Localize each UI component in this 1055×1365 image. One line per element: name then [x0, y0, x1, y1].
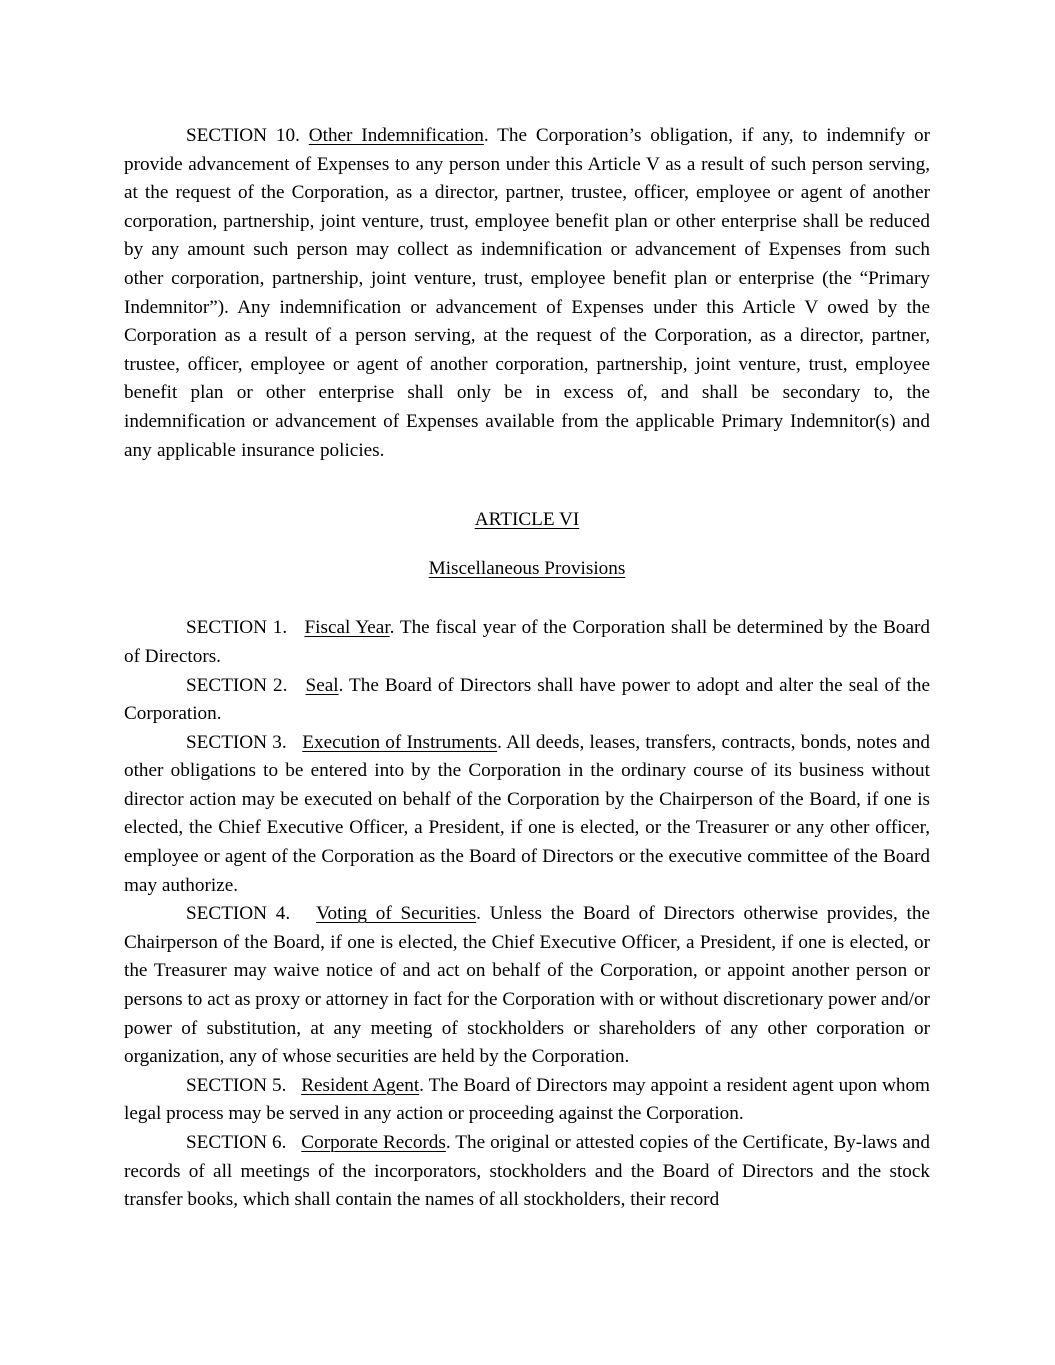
- section-1-prefix: SECTION 1.: [186, 617, 305, 639]
- section-4-paragraph: [124, 900, 930, 1072]
- section-5-title: Resident Agent: [301, 1074, 420, 1096]
- section-2-prefix: SECTION 2.: [186, 674, 306, 696]
- article-vi-subheading: [124, 555, 930, 584]
- section-1-body: . The fiscal year of the Corporation shall be determined by the Board of Directors.: [124, 617, 931, 667]
- section-6-body: . The original or attested copies of the Certificate, By-laws and records of all meetings of the incorporators, stockholders and the Board of Directors and the stock transfer books, which shall contain the names of all stockholders, their record: [124, 1132, 930, 1211]
- section-3-body: . All deeds, leases, transfers, contracts, bonds, notes and other obligations to be entered into by the Corporation in the ordinary course of its business without director action may be executed on behalf of the Corporation by the Chairperson of the Board, if one is elected, the Chief Executive Officer, a President, if one is elected, or the Treasurer or any other officer, employee or agent of the Corporation as the Board of Directors or the executive committee of the Board may authorize.: [124, 731, 931, 896]
- document-page: [124, 122, 930, 1215]
- section-10-prefix: SECTION 10.: [186, 125, 309, 146]
- section-5-paragraph: [124, 1072, 930, 1129]
- article-vi-sections: [124, 614, 930, 1214]
- section-2-title: Seal: [305, 674, 339, 696]
- article-vi-subheading-text: Miscellaneous Provisions: [428, 557, 626, 579]
- section-3-paragraph: [124, 729, 930, 901]
- section-6-title: Corporate Records: [301, 1132, 446, 1153]
- section-6-prefix: SECTION 6.: [186, 1132, 302, 1153]
- section-1-paragraph: [124, 614, 930, 671]
- section-10-paragraph: [124, 122, 930, 465]
- section-5-prefix: SECTION 5.: [186, 1074, 302, 1096]
- section-4-prefix: SECTION 4.: [186, 903, 317, 925]
- section-4-body: . Unless the Board of Directors otherwise provides, the Chairperson of the Board, if one is elected, the Chief Executive Officer, a President, if one is elected, or the Treasurer may waive notice of and act on behalf of the Corporation, or appoint another person or persons to act as proxy or attorney in fact for the Corporation with or without discretionary power and/or power of substitution, at any meeting of stockholders or shareholders of any other corporation or organization, any of whose securities are held by the Corporation.: [124, 903, 930, 1068]
- section-10-title: Other Indemnification: [308, 125, 484, 146]
- section-4-title: Voting of Securities: [316, 903, 477, 925]
- section-6-paragraph: [124, 1129, 930, 1215]
- section-3-title: Execution of Instruments: [302, 731, 498, 753]
- section-10-body: . The Corporation’s obligation, if any, to indemnify or provide advancement of Expenses to any person under this Article V as a result of such person serving, at the request of the Corporation, as a director, partner, trustee, officer, employee or agent of another corporation, partnership, joint venture, trust, employee benefit plan or other enterprise shall be reduced by any amount such person may collect as indemnification or advancement of Expenses from such other corporation, partnership, joint venture, trust, employee benefit plan or enterprise (the “Primary Indemnitor”). Any indemnification or advancement of Expenses under this Article V owed by the Corporation as a result of a person serving, at the request of the Corporation, as a director, partner, trustee, officer, employee or agent of another corporation, partnership, joint venture, trust, employee benefit plan or other enterprise shall only be in excess of, and shall be secondary to, the indemnification or advancement of Expenses available from the applicable Primary Indemnitor(s) and any applicable insurance policies.: [124, 125, 930, 461]
- section-2-paragraph: [124, 672, 930, 729]
- article-vi-heading-text: ARTICLE VI: [474, 509, 580, 531]
- section-3-prefix: SECTION 3.: [186, 731, 303, 753]
- section-5-body: . The Board of Directors may appoint a resident agent upon whom legal process may be served in any action or proceeding against the Corporation.: [124, 1074, 930, 1125]
- article-vi-heading: [124, 506, 930, 535]
- section-2-body: . The Board of Directors shall have power to adopt and alter the seal of the Corporation.: [124, 674, 931, 725]
- section-1-title: Fiscal Year: [304, 617, 390, 639]
